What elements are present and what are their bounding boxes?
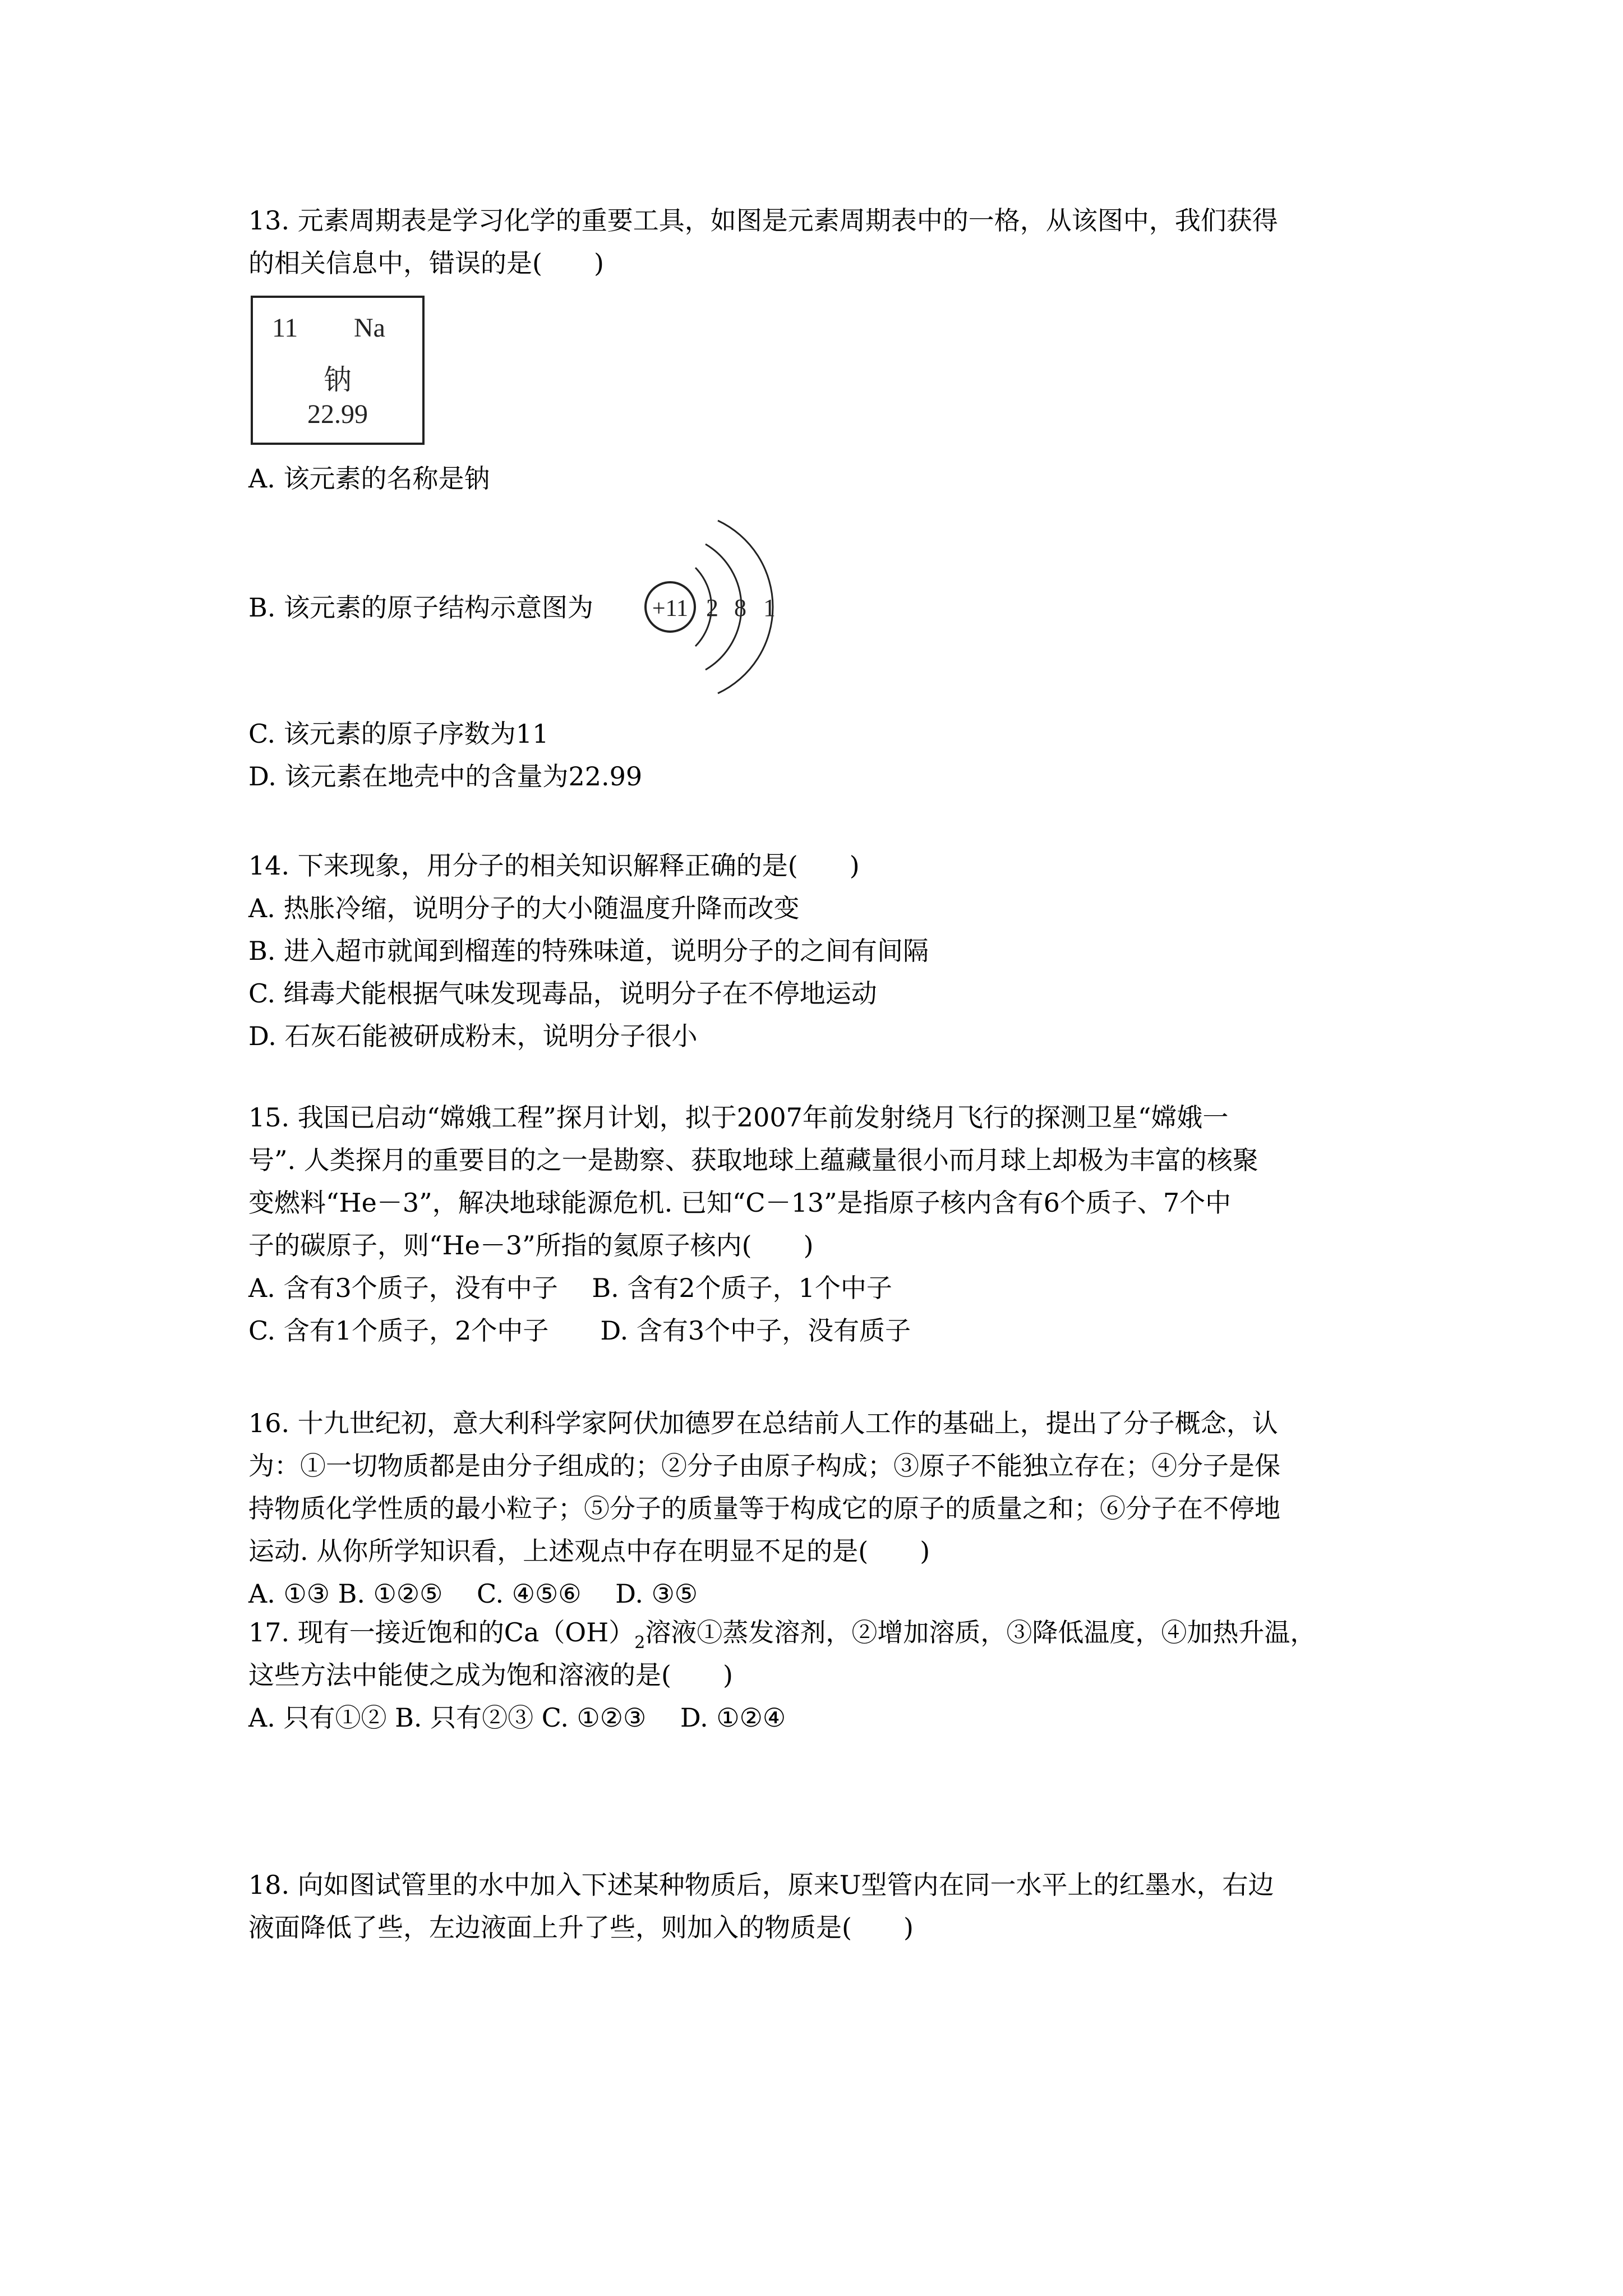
question-16 xyxy=(248,1402,1390,1615)
options-line: A. 只有①② B. 只有②③ C. ①②③ D. ①②④ xyxy=(248,1703,786,1733)
atomic-structure-diagram xyxy=(639,510,791,707)
option-a: A. 热胀冷缩，说明分子的大小随温度升降而改变 xyxy=(248,893,800,923)
question-text: 13. 元素周期表是学习化学的重要工具，如图是元素周期表中的一格，从该图中，我们获得 xyxy=(248,205,1278,236)
question-13 xyxy=(248,199,1390,284)
option-a: A. 该元素的名称是钠 xyxy=(248,463,490,494)
question-text: 16. 十九世纪初，意大利科学家阿伏加德罗在总结前人工作的基础上，提出了分子概念，认 xyxy=(248,1408,1278,1438)
option-b: B. 进入超市就闻到榴莲的特殊味道，说明分子的之间有间隔 xyxy=(248,936,929,966)
question-text-start: 17. 现有一接近饱和的Ca（OH） xyxy=(248,1617,635,1648)
question-text: 号”. 人类探月的重要目的之一是勘察、获取地球上蕴藏量很小而月球上却极为丰富的核聚 xyxy=(248,1145,1258,1175)
question-15 xyxy=(248,1096,1390,1352)
atomic-mass: 22.99 xyxy=(307,399,368,429)
option-d: D. 该元素在地壳中的含量为22.99 xyxy=(248,761,643,792)
question-text: 变燃料“He－3”，解决地球能源危机. 已知“C－13”是指原子核内含有6个质子、7个中 xyxy=(248,1188,1232,1218)
question-text xyxy=(248,1611,1390,1654)
option-d: D. 石灰石能被研成粉末，说明分子很小 xyxy=(248,1021,698,1051)
shell-electrons-2: 8 xyxy=(734,594,746,622)
question-text: 14. 下来现象，用分子的相关知识解释正确的是( ) xyxy=(248,850,860,881)
question-14 xyxy=(248,844,1390,1057)
options-line: A. ①③ B. ①②⑤ C. ④⑤⑥ D. ③⑤ xyxy=(248,1579,698,1609)
question-17 xyxy=(248,1611,1390,1739)
shell-electrons-3: 1 xyxy=(763,594,776,622)
shell-electrons-1: 2 xyxy=(706,594,718,622)
question-18 xyxy=(248,1864,1390,1949)
question-text: 持物质化学性质的最小粒子；⑤分子的质量等于构成它的原子的质量之和；⑥分子在不停地 xyxy=(248,1493,1280,1524)
periodic-table-cell xyxy=(251,296,425,445)
question-text: 运动. 从你所学知识看，上述观点中存在明显不足的是( ) xyxy=(248,1536,930,1566)
option-b: B. 该元素的原子结构示意图为 xyxy=(248,592,594,623)
question-text: 的相关信息中，错误的是( ) xyxy=(248,248,604,278)
nucleus-charge: +11 xyxy=(652,596,689,622)
options-line: A. 含有3个质子，没有中子 B. 含有2个质子，1个中子 xyxy=(248,1273,892,1303)
element-symbol: Na xyxy=(354,313,385,343)
question-text: 18. 向如图试管里的水中加入下述某种物质后，原来U型管内在同一水平上的红墨水，右边 xyxy=(248,1870,1274,1900)
atomic-number: 11 xyxy=(272,313,298,343)
option-c: C. 该元素的原子序数为11 xyxy=(248,719,549,749)
question-text: 液面降低了些，左边液面上升了些，则加入的物质是( ) xyxy=(248,1912,914,1943)
element-name: 钠 xyxy=(324,364,352,396)
subscript: 2 xyxy=(634,1633,645,1653)
options-line: C. 含有1个质子，2个中子 D. 含有3个中子，没有质子 xyxy=(248,1315,911,1346)
question-text: 为：①一切物质都是由分子组成的；②分子由原子构成；③原子不能独立存在；④分子是保 xyxy=(248,1451,1280,1481)
question-text: 子的碳原子，则“He－3”所指的氦原子核内( ) xyxy=(248,1230,814,1260)
question-text: 15. 我国已启动“嫦娥工程”探月计划，拟于2007年前发射绕月飞行的探测卫星“嫦娥一 xyxy=(248,1102,1229,1133)
option-c: C. 缉毒犬能根据气味发现毒品，说明分子在不停地运动 xyxy=(248,978,877,1009)
question-text: 这些方法中能使之成为饱和溶液的是( ) xyxy=(248,1660,733,1690)
question-text-end: 溶液①蒸发溶剂，②增加溶质，③降低温度，④加热升温， xyxy=(645,1617,1316,1648)
